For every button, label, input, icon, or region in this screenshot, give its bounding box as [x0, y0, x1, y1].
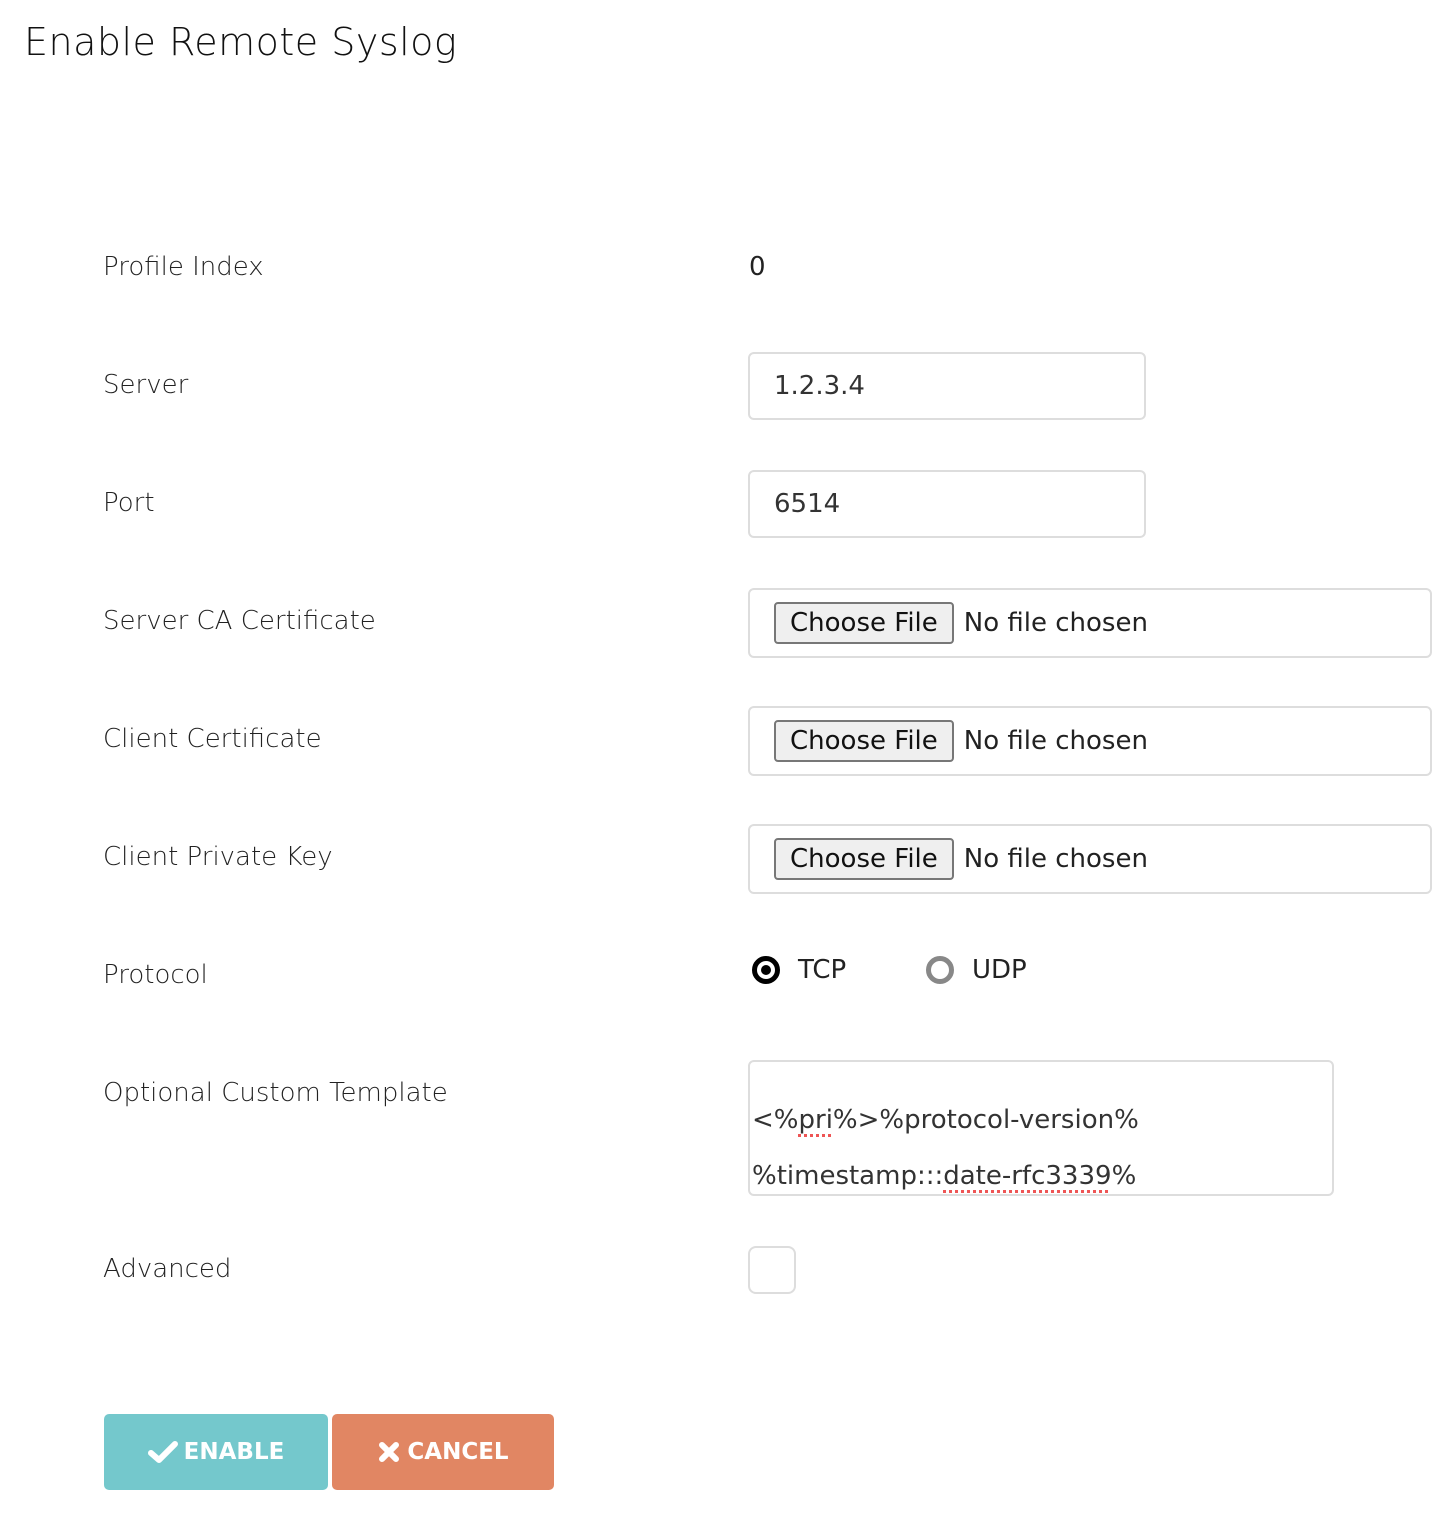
- enable-button[interactable]: [104, 1414, 328, 1490]
- file-status: No file chosen: [963, 844, 1148, 874]
- profile-index-label: Profile Index: [103, 252, 264, 282]
- radio-checked-icon[interactable]: [752, 956, 780, 984]
- template-text-misspelled: date-rfc3339: [943, 1161, 1112, 1191]
- server-label: Server: [103, 370, 189, 400]
- protocol-label: Protocol: [103, 960, 208, 990]
- client-key-label: Client Private Key: [103, 842, 333, 872]
- page-title: Enable Remote Syslog: [24, 20, 458, 64]
- template-label: Optional Custom Template: [103, 1078, 448, 1108]
- client-cert-file-input[interactable]: [748, 706, 1432, 776]
- file-status: No file chosen: [963, 608, 1148, 638]
- radio-label: TCP: [798, 955, 847, 985]
- choose-file-button[interactable]: Choose File: [774, 602, 954, 644]
- choose-file-button[interactable]: Choose File: [774, 720, 954, 762]
- protocol-radio-udp[interactable]: [926, 955, 1027, 985]
- client-cert-label: Client Certificate: [103, 724, 322, 754]
- close-icon: [377, 1440, 401, 1464]
- server-input[interactable]: 1.2.3.4: [748, 352, 1146, 420]
- template-text: %timestamp:::: [752, 1161, 944, 1191]
- template-text-misspelled: pri: [798, 1105, 833, 1135]
- advanced-label: Advanced: [103, 1254, 232, 1284]
- protocol-radio-tcp[interactable]: [752, 955, 846, 985]
- template-text: %>%protocol-version%: [832, 1105, 1139, 1135]
- choose-file-button[interactable]: Choose File: [774, 838, 954, 880]
- radio-label: UDP: [972, 955, 1027, 985]
- cancel-button[interactable]: [332, 1414, 554, 1490]
- cancel-label: CANCEL: [407, 1439, 509, 1465]
- server-ca-file-input[interactable]: [748, 588, 1432, 658]
- port-label: Port: [103, 488, 155, 518]
- server-ca-label: Server CA Certificate: [103, 606, 376, 636]
- client-key-file-input[interactable]: [748, 824, 1432, 894]
- port-input[interactable]: 6514: [748, 470, 1146, 538]
- advanced-checkbox[interactable]: [748, 1246, 796, 1294]
- check-icon: [148, 1440, 178, 1464]
- enable-label: ENABLE: [183, 1439, 285, 1465]
- template-textarea[interactable]: [748, 1060, 1334, 1196]
- profile-index-value: 0: [749, 252, 766, 282]
- template-text: <%: [752, 1105, 799, 1135]
- radio-unchecked-icon[interactable]: [926, 956, 954, 984]
- template-text: %: [1111, 1161, 1137, 1191]
- file-status: No file chosen: [963, 726, 1148, 756]
